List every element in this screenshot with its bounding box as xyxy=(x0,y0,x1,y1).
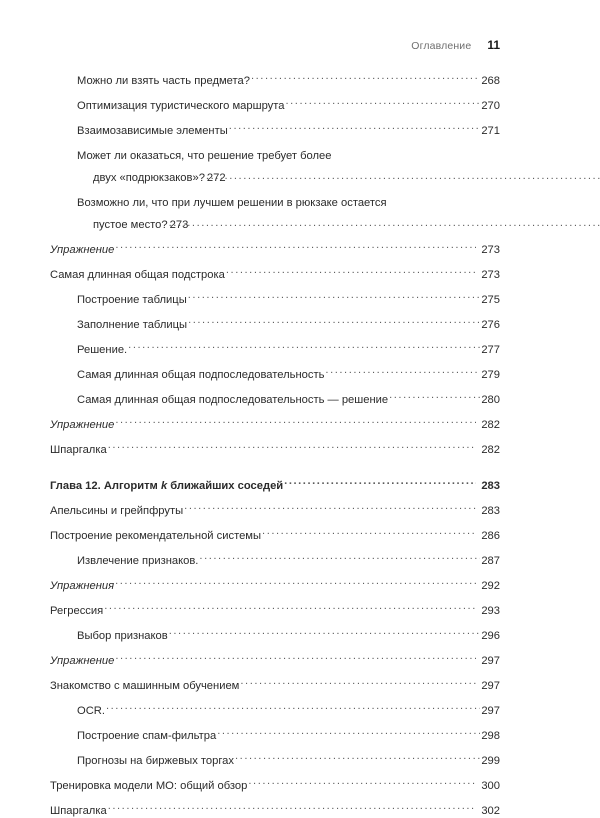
toc-entry-continuation-line xyxy=(77,218,516,232)
dot-leader xyxy=(115,579,476,589)
dot-leader xyxy=(115,654,476,664)
toc-entry-label: Шпаргалка xyxy=(50,805,107,817)
running-header xyxy=(411,38,500,52)
page-folio-number: 11 xyxy=(487,38,500,52)
toc-entry-line xyxy=(77,149,500,163)
toc-entry-label-continued: двух «подрюкзаков»? xyxy=(93,172,205,184)
toc-entry[interactable] xyxy=(50,604,500,629)
toc-entry-label-continued: пустое место? xyxy=(93,219,168,231)
toc-entry-page-number: 299 xyxy=(481,755,500,767)
dot-leader xyxy=(235,754,480,764)
toc-entry-label-post: ближайших соседей xyxy=(167,480,284,492)
dot-leader xyxy=(226,268,476,278)
toc-entry-line xyxy=(50,243,500,257)
toc-entry[interactable] xyxy=(77,393,500,418)
toc-entry-page-number: 297 xyxy=(481,705,500,717)
toc-entry-label: Построение спам-фильтра xyxy=(77,730,217,742)
dot-leader xyxy=(284,479,476,489)
dot-leader xyxy=(106,704,480,714)
toc-entry-page-number: 298 xyxy=(481,730,500,742)
toc-entry[interactable] xyxy=(50,418,500,443)
toc-entry-label: Упражнение xyxy=(50,655,115,667)
toc-entry-page-number: 287 xyxy=(481,555,500,567)
toc-entry-page-number: 273 xyxy=(481,269,500,281)
toc-entry-page-number: 268 xyxy=(481,75,500,87)
toc-entry-line xyxy=(50,579,500,593)
toc-entry[interactable] xyxy=(50,779,500,804)
toc-entry-page-number: 275 xyxy=(481,294,500,306)
toc-entry[interactable] xyxy=(50,243,500,268)
toc-entry[interactable] xyxy=(77,149,500,196)
dot-leader xyxy=(188,293,481,303)
dot-leader xyxy=(251,74,480,84)
toc-entry-label: Упражнение xyxy=(50,419,115,431)
toc-entry[interactable] xyxy=(50,804,500,818)
dot-leader xyxy=(104,604,476,614)
dot-leader xyxy=(128,343,480,353)
toc-entry-page-number: 279 xyxy=(481,369,500,381)
toc-entry-line xyxy=(77,124,500,138)
toc-entry[interactable] xyxy=(77,729,500,754)
toc-entry-line xyxy=(50,504,500,518)
toc-entry-line xyxy=(77,729,500,743)
toc-entry-label: Выбор признаков xyxy=(77,630,168,642)
toc-entry-line xyxy=(77,629,500,643)
toc-entry-label: Тренировка модели МО: общий обзор xyxy=(50,780,248,792)
toc-entry-page-number: 297 xyxy=(481,655,500,667)
toc-entry-label-pre: Глава 12. Алгоритм xyxy=(50,480,161,492)
dot-leader xyxy=(108,804,477,814)
toc-entry-label xyxy=(50,479,283,493)
toc-chapter-entry[interactable] xyxy=(50,479,500,504)
toc-entry[interactable] xyxy=(77,343,500,368)
toc-entry[interactable] xyxy=(50,268,500,293)
toc-entry[interactable] xyxy=(50,679,500,704)
toc-entry[interactable] xyxy=(77,704,500,729)
toc-entry-label: Шпаргалка xyxy=(50,444,107,456)
toc-entry-label: Извлечение признаков. xyxy=(77,555,199,567)
toc-entry-line xyxy=(50,479,500,493)
toc-entry-label: Оптимизация туристического маршрута xyxy=(77,100,285,112)
toc-entry-page-number: 273 xyxy=(169,219,189,231)
toc-entry-label: Самая длинная общая подпоследовательность xyxy=(77,369,325,381)
dot-leader xyxy=(108,443,477,453)
toc-entry[interactable] xyxy=(77,196,500,243)
toc-entry-label: Апельсины и грейпфруты xyxy=(50,505,184,517)
toc-entry-line xyxy=(77,99,500,113)
toc-entry-line xyxy=(77,368,500,382)
toc-entry[interactable] xyxy=(77,554,500,579)
toc-entry-line xyxy=(77,196,500,210)
toc-entry-page-number: 272 xyxy=(206,172,226,184)
dot-leader xyxy=(285,99,480,109)
dot-leader xyxy=(229,124,481,134)
toc-entry-page-number: 297 xyxy=(481,680,500,692)
table-of-contents xyxy=(50,74,500,818)
toc-entry-line xyxy=(50,529,500,543)
toc-entry[interactable] xyxy=(77,318,500,343)
toc-entry-label: Прогнозы на биржевых торгах xyxy=(77,755,234,767)
toc-entry-page-number: 283 xyxy=(481,480,500,492)
toc-entry[interactable] xyxy=(50,504,500,529)
toc-entry-line xyxy=(77,754,500,768)
toc-entry-page-number: 273 xyxy=(481,244,500,256)
toc-entry-page-number: 276 xyxy=(481,319,500,331)
toc-entry[interactable] xyxy=(50,443,500,468)
toc-entry-label: Построение таблицы xyxy=(77,294,187,306)
toc-entry-label: OCR. xyxy=(77,705,105,717)
toc-entry-page-number: 280 xyxy=(481,394,500,406)
running-header-title: Оглавление xyxy=(411,40,472,52)
dot-leader xyxy=(240,679,476,689)
dot-leader xyxy=(184,504,476,514)
toc-entry-label: Решение. xyxy=(77,344,128,356)
toc-entry[interactable] xyxy=(50,529,500,554)
toc-entry-page-number: 282 xyxy=(481,419,500,431)
toc-entry[interactable] xyxy=(77,754,500,779)
toc-entry-label: Построение рекомендательной системы xyxy=(50,530,262,542)
toc-entry-page-number: 270 xyxy=(481,100,500,112)
dot-leader xyxy=(115,418,476,428)
toc-entry-label-variable: k xyxy=(160,480,168,492)
dot-leader xyxy=(199,554,480,564)
toc-entry-label: Можно ли взять часть предмета? xyxy=(77,75,250,87)
dot-leader xyxy=(217,729,480,739)
toc-entry-label: Регрессия xyxy=(50,605,104,617)
toc-entry-line xyxy=(77,554,500,568)
toc-entry-line xyxy=(50,268,500,282)
toc-entry[interactable] xyxy=(77,124,500,149)
toc-entry-label: Знакомство с машинным обучением xyxy=(50,680,240,692)
toc-entry[interactable] xyxy=(77,99,500,124)
dot-leader xyxy=(115,243,476,253)
toc-entry-line xyxy=(77,293,500,307)
toc-entry-page-number: 296 xyxy=(481,630,500,642)
toc-entry-line xyxy=(77,343,500,357)
toc-entry-line xyxy=(50,418,500,432)
toc-entry-line xyxy=(77,704,500,718)
toc-entry-page-number: 302 xyxy=(481,805,500,817)
toc-entry-page-number: 292 xyxy=(481,580,500,592)
toc-entry-line xyxy=(50,443,500,457)
dot-leader xyxy=(188,318,480,328)
toc-entry-line xyxy=(50,654,500,668)
dot-leader xyxy=(325,368,480,378)
toc-entry-line xyxy=(77,393,500,407)
toc-entry[interactable] xyxy=(77,368,500,393)
toc-entry-line xyxy=(50,804,500,818)
toc-entry[interactable] xyxy=(77,293,500,318)
toc-entry-label: Самая длинная общая подпоследовательность — решение xyxy=(77,394,389,406)
dot-leader xyxy=(262,529,476,539)
dot-leader xyxy=(248,779,476,789)
toc-entry-continuation-line xyxy=(77,171,516,185)
toc-entry-line xyxy=(50,779,500,793)
dot-leader xyxy=(389,393,480,403)
toc-entry[interactable] xyxy=(50,654,500,679)
toc-entry-page-number: 293 xyxy=(481,605,500,617)
toc-entry[interactable] xyxy=(77,629,500,654)
toc-entry-line xyxy=(50,679,500,693)
toc-entry-page-number: 300 xyxy=(481,780,500,792)
toc-entry-label: Взаимозависимые элементы xyxy=(77,125,228,137)
toc-entry-page-number: 283 xyxy=(481,505,500,517)
toc-entry[interactable] xyxy=(77,74,500,99)
toc-entry-label: Может ли оказаться, что решение требует более xyxy=(77,150,332,162)
toc-entry-label: Самая длинная общая подстрока xyxy=(50,269,225,281)
toc-entry-line xyxy=(50,604,500,618)
toc-entry-page-number: 286 xyxy=(481,530,500,542)
toc-entry-page-number: 282 xyxy=(481,444,500,456)
toc-entry-page-number: 277 xyxy=(481,344,500,356)
toc-entry-line xyxy=(77,74,500,88)
toc-entry-label: Упражнение xyxy=(50,244,115,256)
toc-entry-label: Упражнения xyxy=(50,580,115,592)
toc-entry-label: Возможно ли, что при лучшем решении в рюкзаке остается xyxy=(77,197,387,209)
toc-entry-line xyxy=(77,318,500,332)
toc-entry-label: Заполнение таблицы xyxy=(77,319,188,331)
toc-entry[interactable] xyxy=(50,579,500,604)
toc-entry-page-number: 271 xyxy=(481,125,500,137)
dot-leader xyxy=(169,629,481,639)
